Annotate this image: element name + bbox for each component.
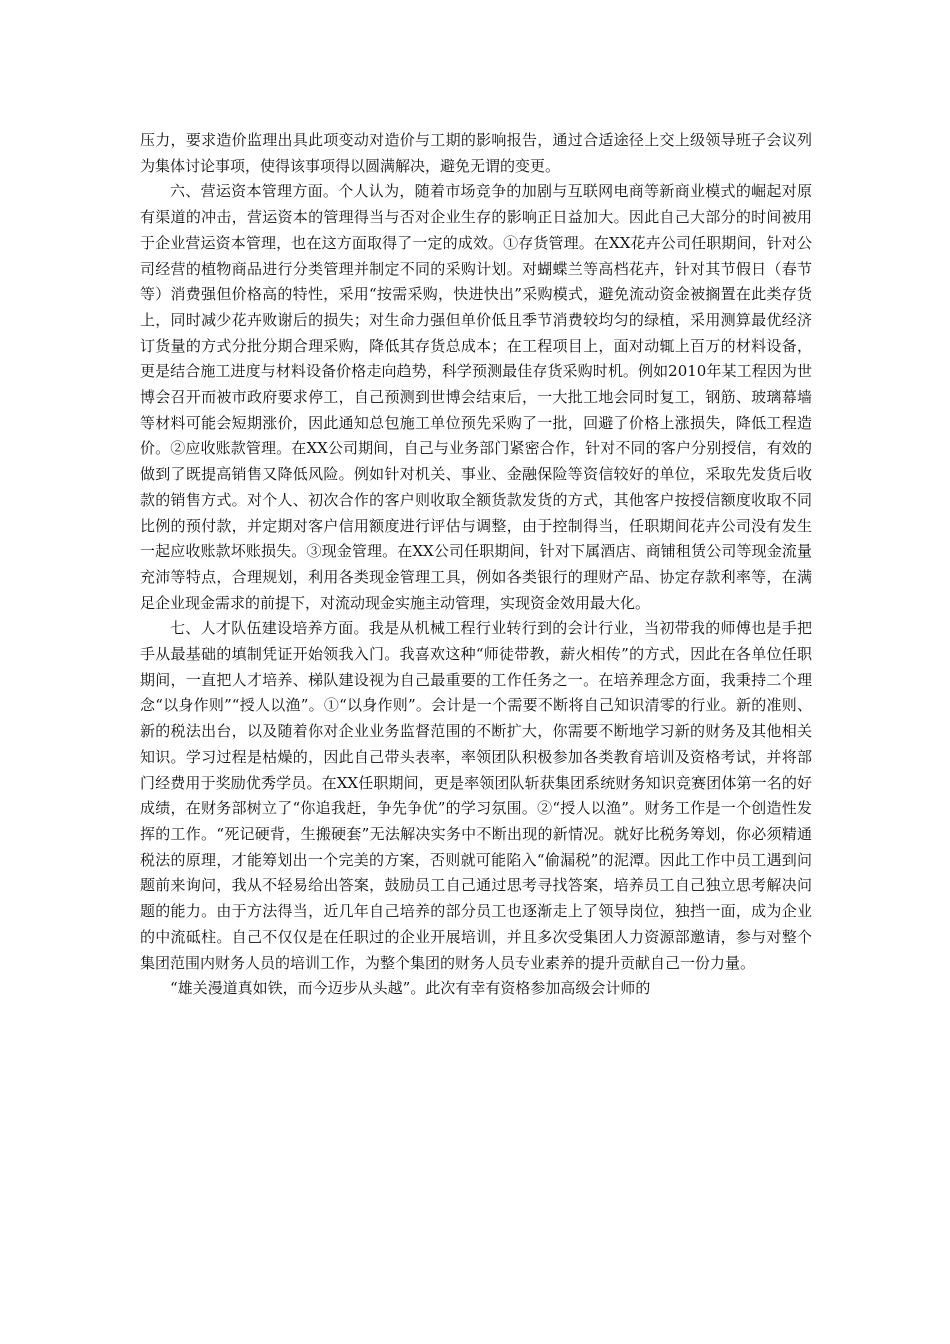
- paragraph-talent-team-building: 七、人才队伍建设培养方面。我是从机械工程行业转行到的会计行业，当初带我的师傅也是手把手从最基础的填制凭证开始领我入门。我喜欢这种“师徒带教，薪火相传”的方式，因此在各单位任职期间，一直把人才培养、梯队建设视为自己最重要的工作任务之一。在培养理念方面，我秉持二个理念“以身作则”“授人以渔”。①“以身作则”。会计是一个需要不断将自己知识清零的行业。新的准则、新的税法出台，以及随着你对企业业务监督范围的不断扩大，你需要不断地学习新的财务及其他相关知识。学习过程是枯燥的，因此自己带头表率，率领团队积极参加各类教育培训及资格考试，并将部门经费用于奖励优秀学员。在XX任职期间，更是率领团队斩获集团系统财务知识竞赛团体第一名的好成绩，在财务部树立了“你追我赶，争先争优”的学习氛围。②“授人以渔”。财务工作是一个创造性发挥的工作。“死记硬背，生搬硬套”无法解决实务中不断出现的新情况。就好比税务筹划，你必须精通税法的原理，才能筹划出一个完美的方案，否则就可能陷入“偷漏税”的泥潭。因此工作中员工遇到问题前来询问，我从不轻易给出答案，鼓励员工自己通过思考寻找答案，培养员工自己独立思考解决问题的能力。由于方法得当，近几年自己培养的部分员工也逐渐走上了领导岗位，独挡一面，成为企业的中流砥柱。自己不仅仅是在任职过的企业开展培训，并且多次受集团人力资源部邀请，参与对整个集团范围内财务人员的培训工作，为整个集团的财务人员专业素养的提升贡献自己一份力量。: [140, 619, 812, 972]
- document-page: [140, 128, 812, 1248]
- paragraph-working-capital-management: 六、营运资本管理方面。个人认为，随着市场竞争的加剧与互联网电商等新商业模式的崛起对原有渠道的冲击，营运资本的管理得当与否对企业生存的影响正日益加大。因此自己大部分的时间被用于企业营运资本管理，也在这方面取得了一定的成效。①存货管理。在XX花卉公司任职期间，针对公司经营的植物商品进行分类管理并制定不同的采购计划。对蝴蝶兰等高档花卉，针对其节假日（春节等）消费强但价格高的特性，采用“按需采购，快进快出”采购模式，避免流动资金被搁置在此类存货上，同时减少花卉败谢后的损失；对生命力强但单价低且季节消费较均匀的绿植，采用测算最优经济订货量的方式分批分期合理采购，降低其存货总成本；在工程项目上，面对动辄上百万的材料设备，更是结合施工进度与材料设备价格走向趋势，科学预测最佳存货采购时机。例如2010年某工程因为世博会召开而被市政府要求停工，自己预测到世博会结束后，一大批工地会同时复工，钢筋、玻璃幕墙等材料可能会短期涨价，因此通知总包施工单位预先采购了一批，回避了价格上涨损失，降低工程造价。②应收账款管理。在XX公司期间，自己与业务部门紧密合作，针对不同的客户分别授信，有效的做到了既提高销售又降低风险。例如针对机关、事业、金融保险等资信较好的单位，采取先发货后收款的销售方式。对个人、初次合作的客户则收取全额货款发货的方式，其他客户按授信额度收取不同比例的预付款，并定期对客户信用额度进行评估与调整，由于控制得当，任职期间花卉公司没有发生一起应收账款坏账损失。③现金管理。在XX公司任职期间，针对下属酒店、商铺租赁公司等现金流量充沛等特点，合理规划，利用各类现金管理工具，例如各类银行的理财产品、协定存款利率等，在满足企业现金需求的前提下，对流动现金实施主动管理，实现资金效用最大化。: [140, 182, 812, 612]
- paragraph-closing-quote: “雄关漫道真如铁，而今迈步从头越”。此次有幸有资格参加高级会计师的: [170, 979, 651, 998]
- paragraph-continuation: 压力，要求造价监理出具此项变动对造价与工期的影响报告，通过合适途径上交上级领导班子会议列为集体讨论事项，使得该事项得以圆满解决，避免无谓的变更。: [140, 131, 812, 175]
